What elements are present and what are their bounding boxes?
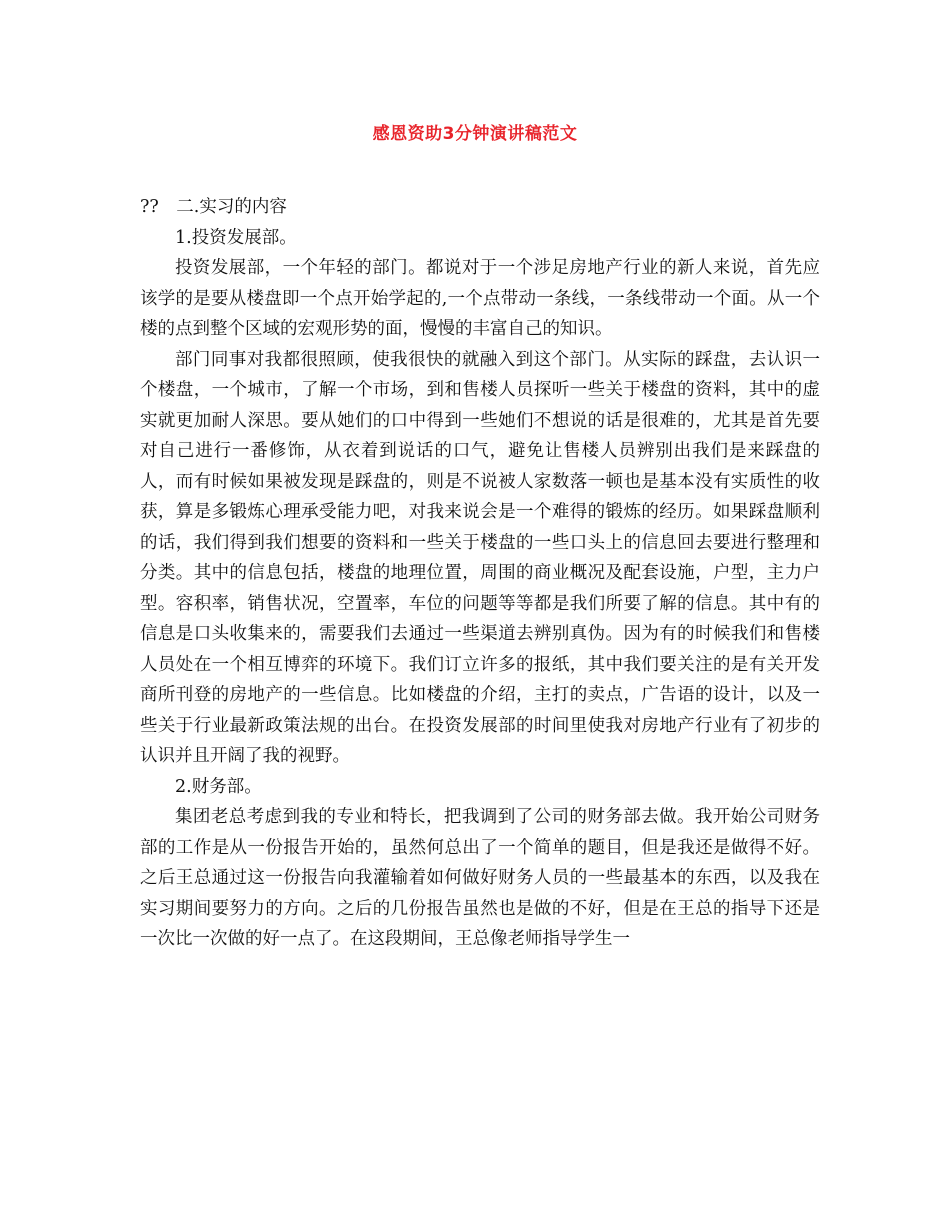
subsection-heading-finance: 2.财务部。 bbox=[175, 776, 262, 797]
section-heading: ?? 二.实习的内容 bbox=[140, 197, 287, 217]
paragraph-investment-details: 部门同事对我都很照顾，使我很快的就融入到这个部门。从实际的踩盘，去认识一个楼盘，一个城市，了解一个市场，到和售楼人员探听一些关于楼盘的资料，其中的虚实就更加耐人深思。要从她们的口中得到一些她们不想说的话是很难的，尤其是首先要对自己进行一番修饰，从衣着到说话的口气，避免让售楼人员辨别出我们是来踩盘的人，而有时候如果被发现是踩盘的，则是不说被人家数落一顿也是基本没有实质性的收获，算是多锻炼心理承受能力吧，对我来说会是一个难得的锻炼的经历。如果踩盘顺利的话，我们得到我们想要的资料和一些关于楼盘的一些口头上的信息回去要进行整理和分类。其中的信息包括，楼盘的地理位置，周围的商业概况及配套设施，户型，主力户型。容积率，销售状况，空置率，车位的问题等等都是我们所要了解的信息。其中有的信息是口头收集来的，需要我们去通过一些渠道去辨别真伪。因为有的时候我们和售楼人员处在一个相互博弈的环境下。我们订立许多的报纸，其中我们要关注的是有关开发商所刊登的房地产的一些信息。比如楼盘的介绍，主打的卖点，广告语的设计，以及一些关于行业最新政策法规的出台。在投资发展部的时间里使我对房地产行业有了初步的认识并且开阔了我的视野。 bbox=[140, 349, 820, 766]
document-title: 感恩资助3分钟演讲稿范文 bbox=[372, 124, 578, 144]
paragraph-finance: 集团老总考虑到我的专业和特长，把我调到了公司的财务部去做。我开始公司财务部的工作是从一份报告开始的，虽然何总出了一个简单的题目，但是我还是做得不好。之后王总通过这一份报告向我灌输着如何做好财务人员的一些最基本的东西，以及我在实习期间要努力的方向。之后的几份报告虽然也是做的不好，但是在王总的指导下还是一次比一次做的好一点了。在这段期间，王总像老师指导学生一 bbox=[140, 807, 820, 949]
document-body bbox=[140, 192, 820, 955]
paragraph-investment-intro: 投资发展部，一个年轻的部门。都说对于一个涉足房地产行业的新人来说，首先应该学的是要从楼盘即一个点开始学起的,一个点带动一条线，一条线带动一个面。从一个楼的点到整个区域的宏观形势的面，慢慢的丰富自己的知识。 bbox=[140, 258, 820, 339]
subsection-heading-investment: 1.投资发展部。 bbox=[175, 227, 297, 248]
